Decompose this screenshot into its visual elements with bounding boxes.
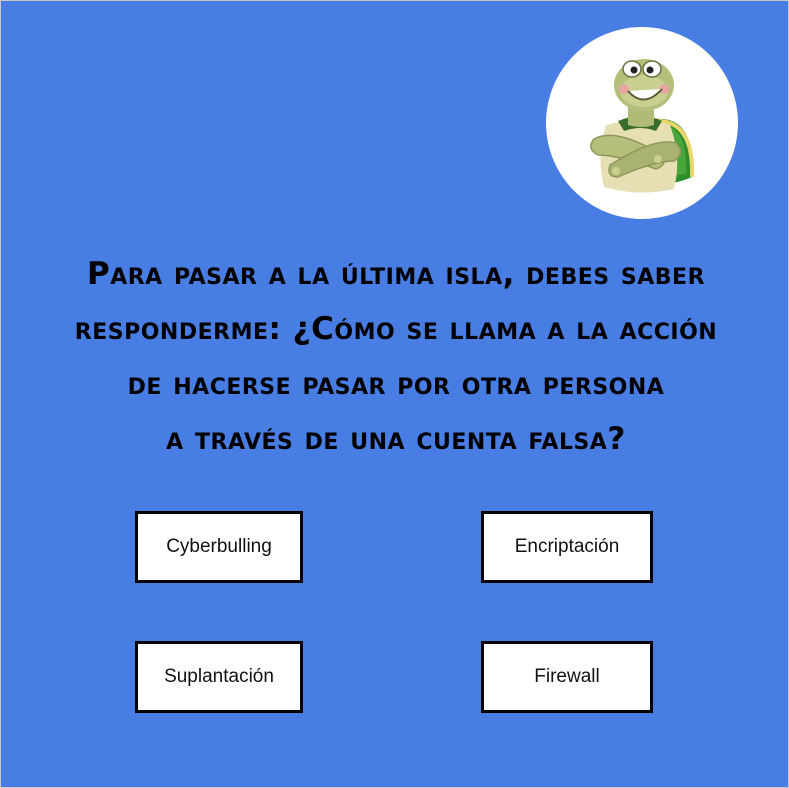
question-line: de hacerse pasar por otra persona [127, 366, 665, 402]
answer-button-firewall[interactable]: Firewall [481, 641, 653, 713]
answer-button-encriptacion[interactable]: Encriptación [481, 511, 653, 583]
question-line: Para pasar a la última isla, debes saber [86, 256, 706, 292]
mascot-avatar [546, 27, 738, 219]
question-text [31, 247, 761, 467]
question-line: a través de una cuenta falsa? [166, 421, 626, 457]
answer-button-cyberbulling[interactable]: Cyberbulling [135, 511, 303, 583]
answer-button-suplantacion[interactable]: Suplantación [135, 641, 303, 713]
turtle-mascot-icon [546, 27, 738, 219]
question-line: responderme: ¿Cómo se llama a la acción [74, 311, 718, 347]
